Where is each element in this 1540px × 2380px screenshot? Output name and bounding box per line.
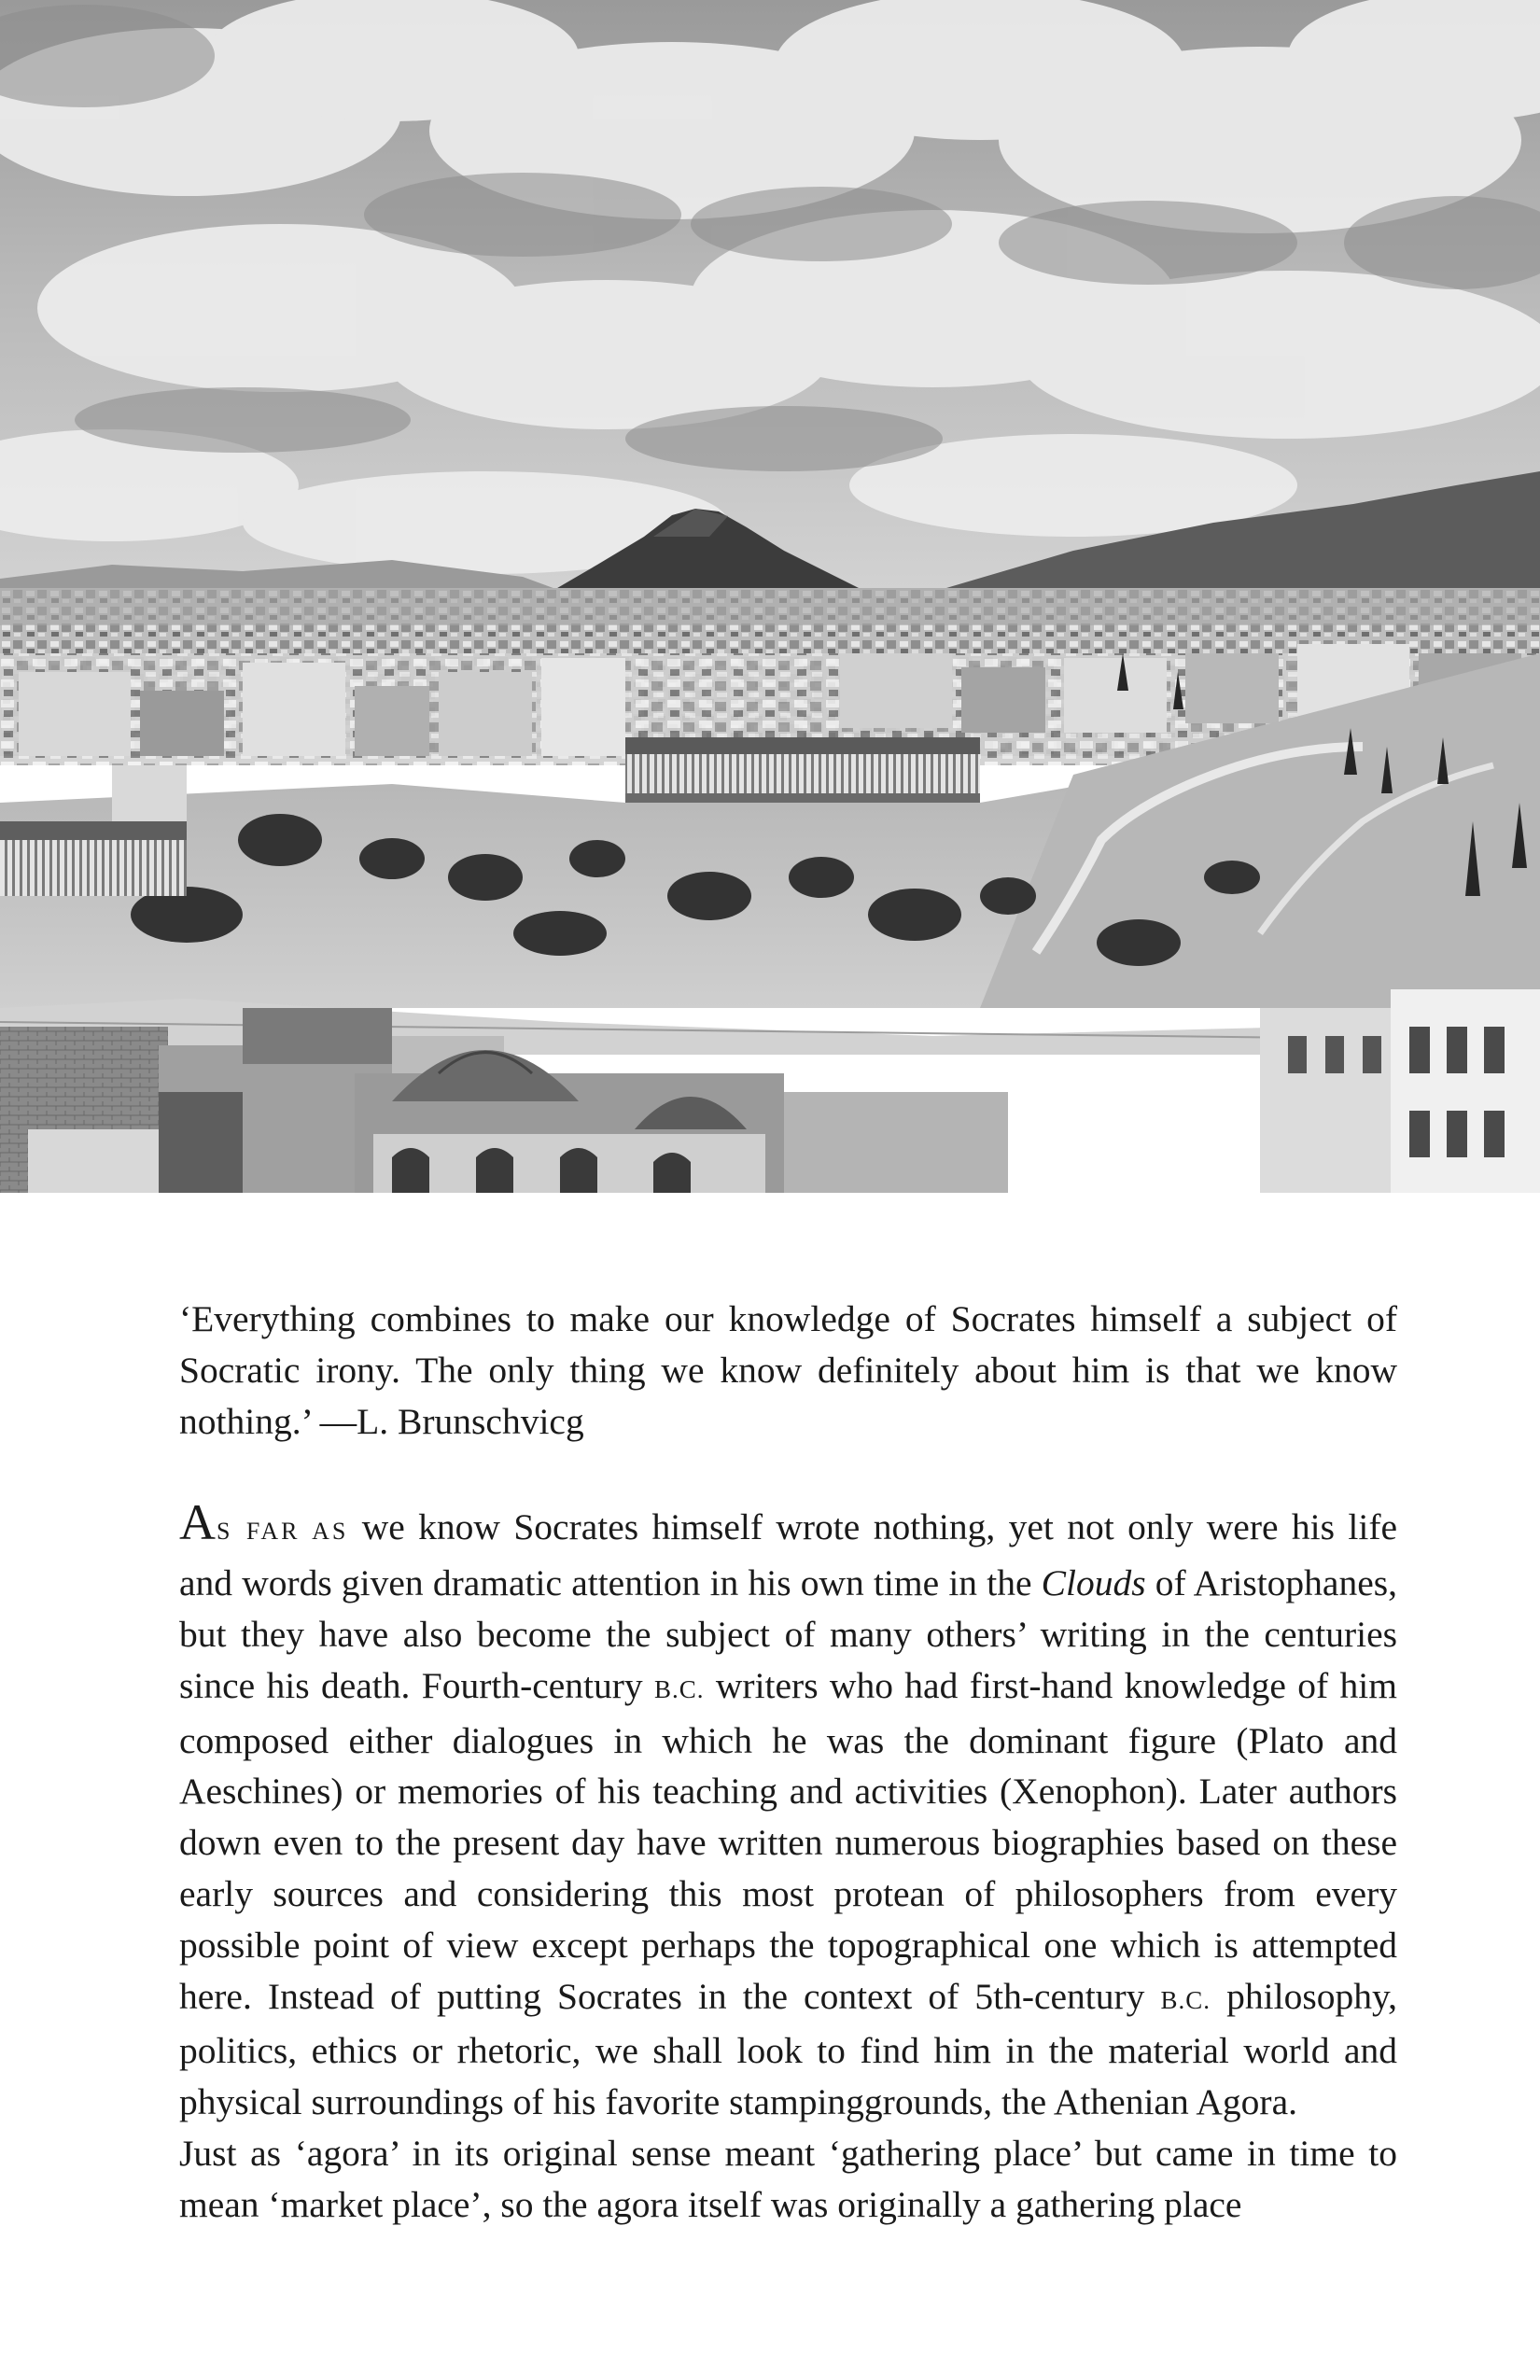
body-paragraph-1 [179,1494,1398,2128]
left-colonnade [0,765,187,896]
body-text-3: writers who had first-hand knowledge of him composed either dialogues in which he was the dominant figure (Plato and Aeschines) or memories of his teaching and activities (Xenophon). Later authors down even to the present day have written numerous biographies based on these early sources and considering this most protean of philosophers from every possible point of view except perhaps the topographical one which is attempted here. Instead of putting Socrates in the context of 5th-century [179,1664,1397,2017]
body-text-2: of Aristophanes, but they have also become the subject of many others’ writing in the centuries since his death. Fourth-century [179,1562,1397,1706]
page-text [179,1294,1397,2231]
drop-capital-rest: S [217,1518,233,1546]
body-text-1: we know Socrates himself wrote nothing, yet not only were his life and words given dramatic attention in his own time in the [179,1506,1398,1604]
era-abbreviation-2: B.C. [1160,1985,1211,2014]
opening-small-caps: FAR AS [245,1518,349,1546]
body-paragraph-2: Just as ‘agora’ in its original sense meant ‘gathering place’ but came in time to mean ‘market place’, so the agora itself was originally a gathering place [179,2132,1397,2225]
body-text-4: philosophy, politics, ethics or rhetoric, we shall look to find him in the material world and physical surroundings of his favorite stampinggrounds, the Athenian Agora. [179,1975,1398,2123]
era-abbreviation-1: B.C. [654,1674,705,1703]
foreground-buildings-right [1260,989,1540,1193]
stoa-of-attalos [625,737,980,803]
epigraph-attribution: —L. Brunschvicg [319,1400,584,1442]
drop-capital: A [179,1494,217,1551]
title-clouds: Clouds [1041,1562,1146,1604]
epigraph-quote: ‘Everything combines to make our knowledge of Socrates himself a subject of Socratic irony. The only thing we know definitely about him is that we know nothing.’ [179,1298,1397,1442]
epigraph [179,1294,1397,1447]
